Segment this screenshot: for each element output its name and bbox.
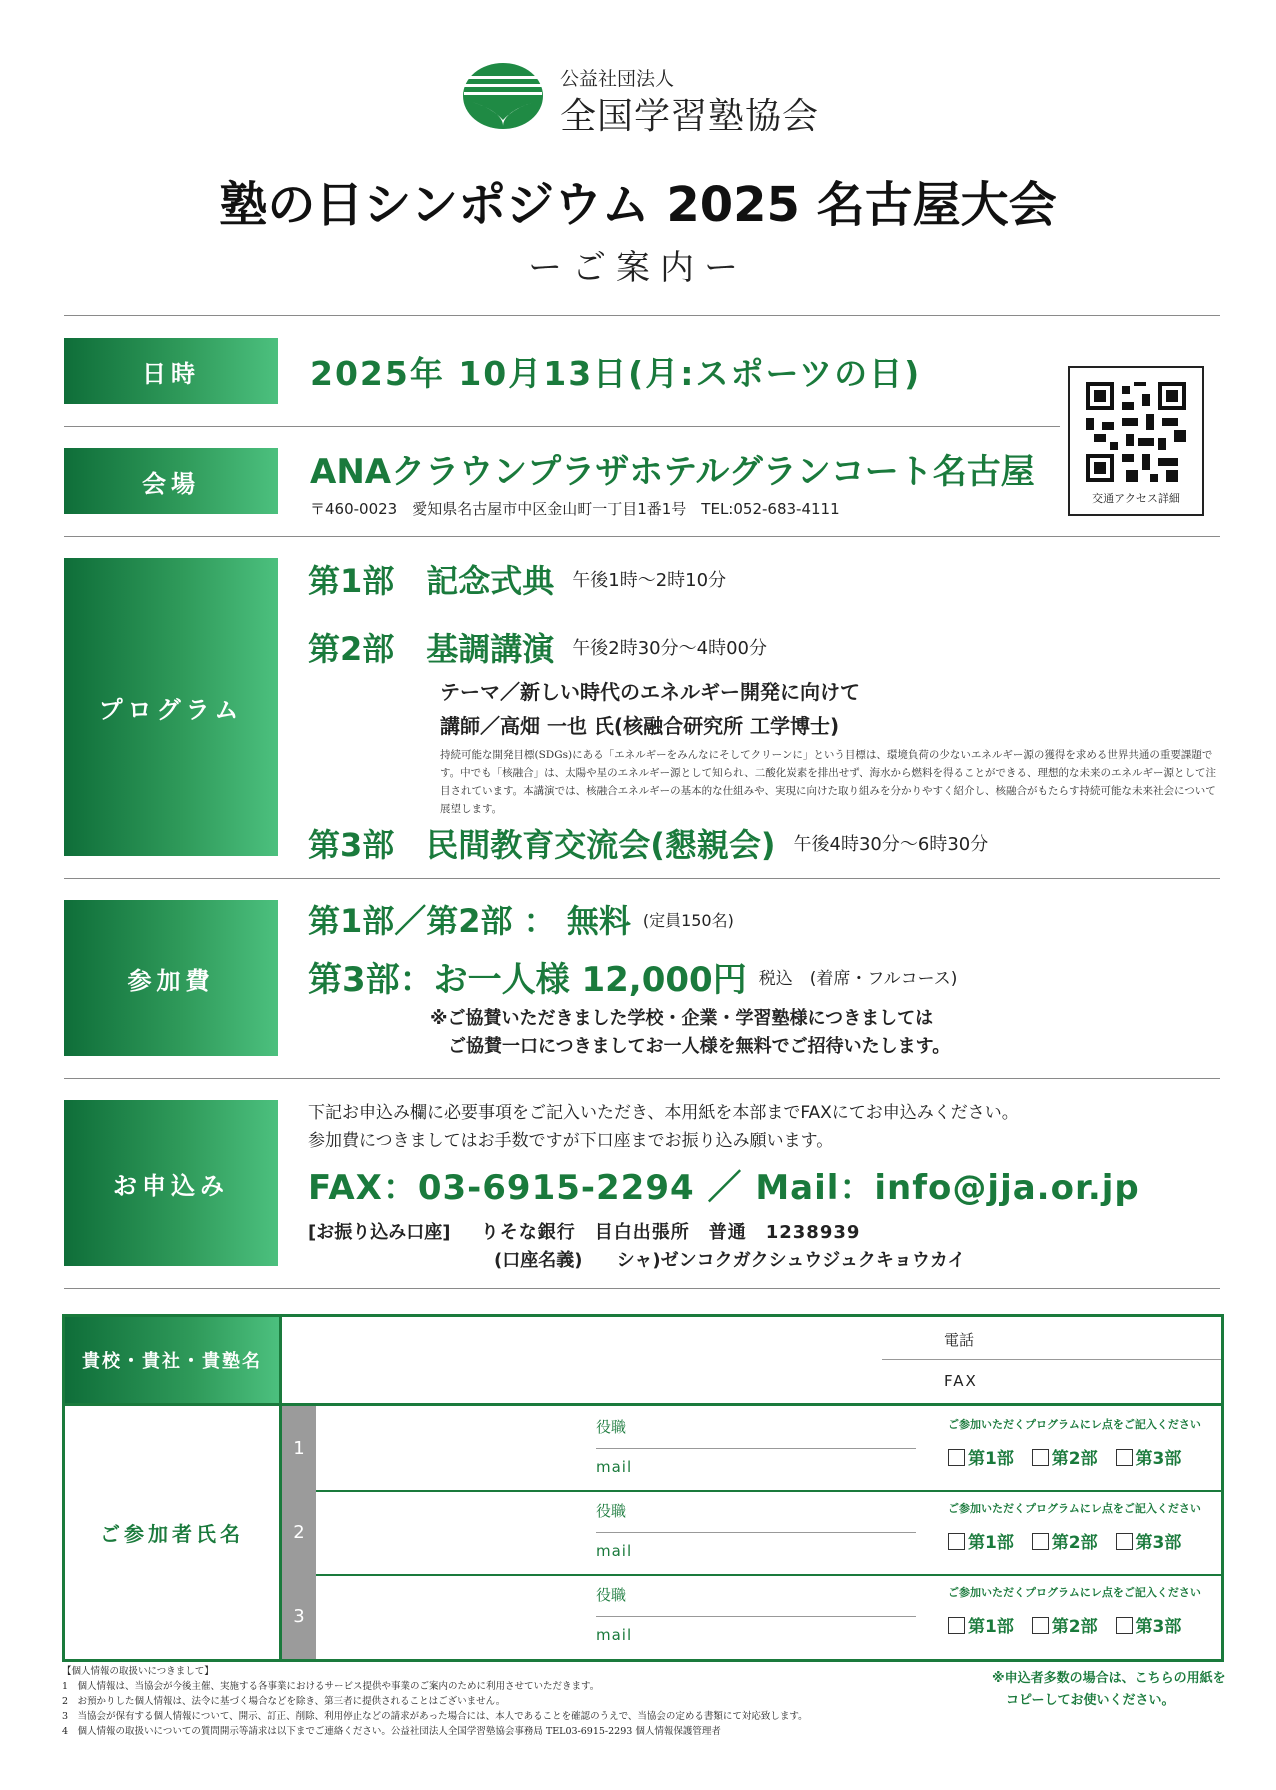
fee-line1 [308, 896, 734, 942]
copy-note-line2: コピーしてお使いください。 [1006, 1693, 1175, 1708]
school-label-cell [65, 1317, 279, 1403]
org-type: 公益社団法人 [560, 68, 675, 90]
checkbox-icon [1032, 1533, 1049, 1550]
privacy-title: 【個人情報の取扱いにつきまして】 [62, 1666, 214, 1677]
program-checkboxes [948, 1528, 1181, 1553]
privacy-item: 4 個人情報の取扱いについての質問開示等請求は以下までご連絡ください。公益社団法人全国学習塾協会事務局 TEL03-6915-2293 個人情報保護管理者 [62, 1726, 721, 1737]
fee-part3: 第3部：お一人様 12,000円 [308, 960, 747, 1000]
privacy-notice [62, 1664, 942, 1739]
qr-box[interactable] [1068, 366, 1204, 516]
logo [462, 62, 544, 130]
fee-label: 参加費 [64, 900, 278, 1056]
check-part2-label: 第2部 [1051, 1617, 1098, 1637]
part1-time: 午後1時～2時10分 [572, 570, 727, 591]
check-part3-label: 第3部 [1135, 1533, 1182, 1553]
check-part1-label: 第1部 [968, 1533, 1014, 1553]
check-part1-label: 第1部 [968, 1449, 1014, 1469]
check-part1[interactable] [948, 1617, 1014, 1637]
page-subtitle: ーご案内ー [528, 248, 748, 288]
role-label: 役職 [596, 1418, 627, 1436]
fee-capacity: (定員150名) [642, 910, 734, 930]
participant-row [282, 1574, 1221, 1659]
privacy-item: 1 個人情報は、当協会が今後主催、実施する各事業におけるサービス提供や事業のご案内のために利用させていただきます。 [62, 1681, 600, 1692]
divider [64, 1288, 1220, 1289]
checkbox-icon [1116, 1533, 1133, 1550]
divider [64, 878, 1220, 879]
program-checkboxes [948, 1444, 1181, 1469]
lecturer: 講師／高畑 一也 氏(核融合研究所 工学博士) [440, 714, 840, 738]
fee-note1: ※ご協賛いただきました学校・企業・学習塾様につきましては [430, 1008, 934, 1029]
row-number [282, 1574, 316, 1659]
part3-name: 第3部 民間教育交流会(懇親会) [308, 826, 776, 864]
part1-name: 第1部 記念式典 [308, 562, 555, 600]
role-field[interactable] [596, 1406, 916, 1449]
tel-label: 電話 [944, 1331, 975, 1349]
checkbox-icon [1116, 1617, 1133, 1634]
divider [64, 315, 1220, 316]
check-part2[interactable] [1032, 1617, 1098, 1637]
program-label: プログラム [64, 558, 278, 856]
date-value: 2025年 10月13日(月:スポーツの日) [310, 354, 922, 393]
logo-icon [462, 62, 544, 130]
row-number-text: 3 [293, 1606, 305, 1627]
participant-row [282, 1406, 1221, 1492]
check-part2-label: 第2部 [1051, 1533, 1098, 1553]
name-input[interactable] [316, 1574, 596, 1659]
copy-note [992, 1668, 1226, 1712]
bank-line [308, 1218, 860, 1244]
role-field[interactable] [596, 1490, 916, 1533]
checkbox-icon [948, 1617, 965, 1634]
qr-code-icon [1086, 382, 1186, 482]
name-input[interactable] [316, 1406, 596, 1490]
qr-caption: 交通アクセス詳細 [1092, 492, 1180, 505]
mail-label: mail [596, 1458, 633, 1476]
part2-name: 第2部 基調講演 [308, 630, 555, 668]
date-label: 日時 [64, 338, 278, 404]
privacy-item: 2 お預かりした個人情報は、法令に基づく場合などを除き、第三者に提供されることはございません。 [62, 1696, 506, 1707]
check-part2[interactable] [1032, 1533, 1098, 1553]
check-part1-label: 第1部 [968, 1617, 1014, 1637]
page-title: 塾の日シンポジウム 2025 名古屋大会 [219, 177, 1057, 233]
check-part3[interactable] [1116, 1449, 1182, 1469]
account-label: (口座名義) [494, 1250, 583, 1271]
apply-contact[interactable]: FAX：03-6915-2294 ／ Mail：info@jja.or.jp [308, 1168, 1140, 1208]
check-part3-label: 第3部 [1135, 1449, 1182, 1469]
check-part2-label: 第2部 [1051, 1449, 1098, 1469]
fee-note2: ご協賛一口につきましてお一人様を無料でご招待いたします。 [448, 1036, 951, 1057]
fee-line2 [308, 952, 957, 1001]
venue-label: 会場 [64, 448, 278, 514]
apply-text2: 参加費につきましてはお手数ですが下口座までお振り込み願います。 [308, 1131, 834, 1151]
mail-label: mail [596, 1626, 633, 1644]
part2-time: 午後2時30分～4時00分 [572, 638, 767, 659]
part3-time: 午後4時30分～6時30分 [793, 834, 989, 855]
application-form [62, 1314, 1224, 1662]
tel-field[interactable] [882, 1317, 1221, 1360]
program-part3 [308, 820, 988, 866]
checkbox-icon [1032, 1449, 1049, 1466]
role-field[interactable] [596, 1574, 916, 1617]
name-input[interactable] [316, 1490, 596, 1574]
venue-address: 〒460-0023 愛知県名古屋市中区金山町一丁目1番1号 TEL:052-683-4111 [310, 500, 840, 518]
row-number-text: 1 [293, 1437, 305, 1459]
school-label: 貴校・貴社・貴塾名 [82, 1351, 262, 1372]
fee-tax-note: 税込 (着席・フルコース) [758, 969, 958, 989]
fax-field[interactable] [882, 1360, 1221, 1403]
participants-label-cell [65, 1406, 279, 1659]
org-name: 全国学習塾協会 [560, 96, 820, 137]
program-hint: ご参加いただくプログラムにレ点をご記入ください [948, 1586, 1201, 1599]
check-part2[interactable] [1032, 1449, 1098, 1469]
mail-field[interactable] [596, 1532, 916, 1574]
row-number-text: 2 [293, 1521, 305, 1543]
mail-field[interactable] [596, 1616, 916, 1658]
privacy-item: 3 当協会が保有する個人情報について、開示、訂正、削除、利用停止などの請求があった場合には、本人であることを確認のうえで、当協会の定める書類にて対応致します。 [62, 1711, 808, 1722]
program-hint: ご参加いただくプログラムにレ点をご記入ください [948, 1418, 1201, 1431]
account-name: シャ)ゼンコクガクシュウジュクキョウカイ [616, 1250, 966, 1271]
bank-label: [お振り込み口座] [308, 1222, 451, 1243]
apply-text1: 下記お申込み欄に必要事項をご記入いただき、本用紙を本部までFAXにてお申込みください。 [308, 1103, 1019, 1123]
copy-note-line1: ※申込者多数の場合は、こちらの用紙を [992, 1671, 1226, 1686]
checkbox-icon [948, 1449, 965, 1466]
program-checkboxes [948, 1612, 1181, 1637]
lecture-description: 持続可能な開発目標(SDGs)にある「エネルギーをみんなにそしてクリーンに」という目標は、環境負荷の少ないエネルギー源の獲得を求める世界共通の重要課題です。中でも「核融合」は、太陽や星のエネルギー源として知られ、二酸化炭素を排出せず、海水から燃料を得ることができる、理想的な未来のエネルギー源として注目されています。本講演では、核融合エネルギーの基本的な仕組みや、実現に向けた取り組みを分かりやすく紹介し、核融合がもたらす持続可能な未来社会について展望します。 [440, 749, 1216, 815]
checkbox-icon [1032, 1617, 1049, 1634]
participant-row [282, 1490, 1221, 1576]
mail-field[interactable] [596, 1448, 916, 1490]
role-label: 役職 [596, 1502, 627, 1520]
apply-label: お申込み [64, 1100, 278, 1266]
row-number [282, 1490, 316, 1574]
checkbox-icon [948, 1533, 965, 1550]
school-name-input[interactable] [282, 1317, 882, 1403]
check-part1[interactable] [948, 1449, 1014, 1469]
check-part3[interactable] [1116, 1533, 1182, 1553]
program-part1 [308, 556, 726, 602]
fax-label: FAX [944, 1372, 978, 1390]
venue-name: ANAクラウンプラザホテルグランコート名古屋 [310, 452, 1035, 492]
row-number [282, 1406, 316, 1490]
account-line [494, 1246, 965, 1272]
program-part2 [308, 624, 767, 670]
participants-label: ご参加者氏名 [100, 1522, 244, 1546]
check-part3-label: 第3部 [1135, 1617, 1182, 1637]
role-label: 役職 [596, 1586, 627, 1604]
check-part1[interactable] [948, 1533, 1014, 1553]
divider [64, 426, 1060, 427]
divider [64, 1078, 1220, 1079]
fee-free: 第1部／第2部 ： 無料 [308, 902, 631, 940]
check-part3[interactable] [1116, 1617, 1182, 1637]
checkbox-icon [1116, 1449, 1133, 1466]
divider [64, 536, 1220, 537]
lecture-theme: テーマ／新しい時代のエネルギー開発に向けて [440, 680, 860, 704]
mail-label: mail [596, 1542, 633, 1560]
bank-info: りそな銀行 目白出張所 普通 1238939 [480, 1222, 861, 1243]
program-hint: ご参加いただくプログラムにレ点をご記入ください [948, 1502, 1201, 1515]
